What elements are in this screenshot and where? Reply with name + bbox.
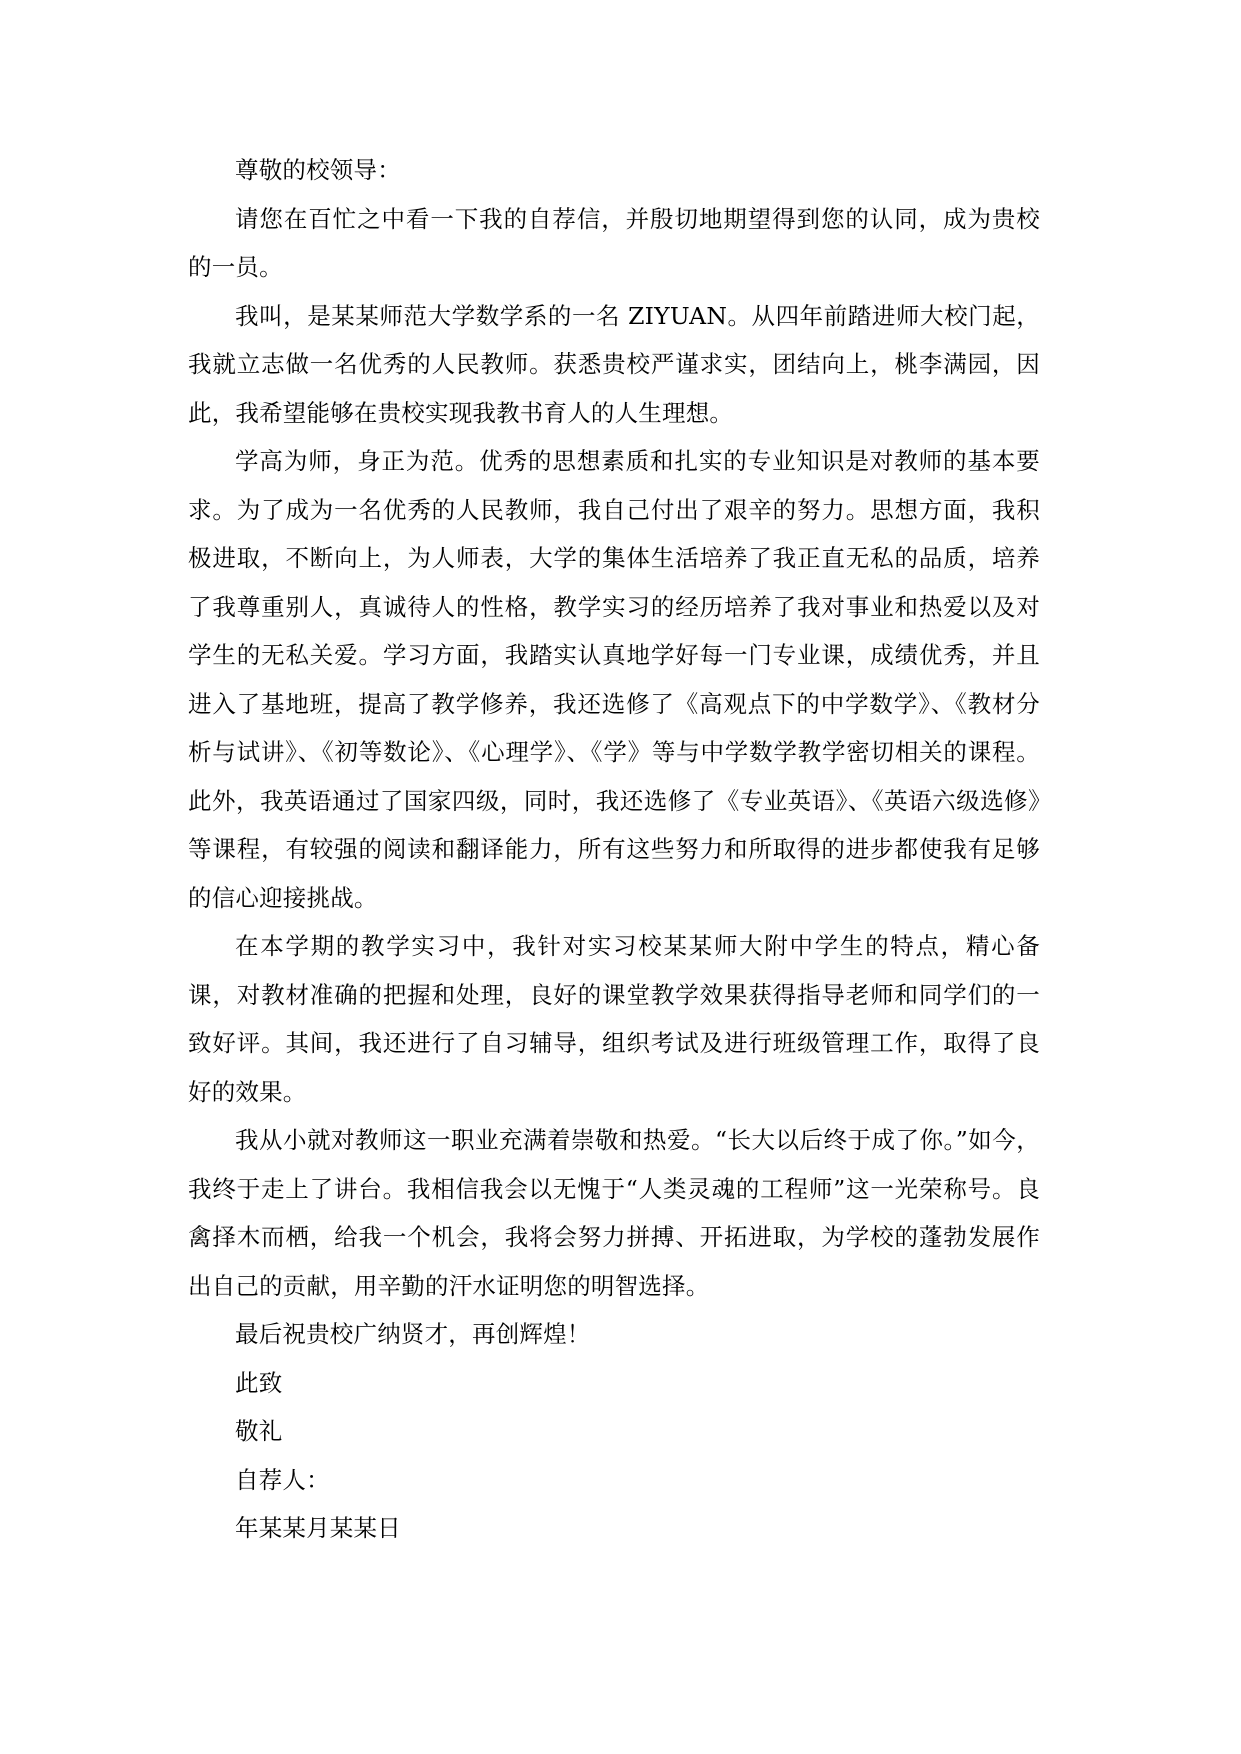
- paragraph-request: 请您在百忙之中看一下我的自荐信，并殷切地期望得到您的认同，成为贵校的一员。: [188, 204, 1040, 281]
- paragraph-aspiration: 我从小就对教师这一职业充满着崇敬和热爱。“长大以后终于成了你。”如今，我终于走上了讲台。我相信我会以无愧于“人类灵魂的工程师”这一光荣称号。良禽择木而栖，给我一个机会，我将会努力拼搏、开拓进取，为学校的蓬勃发展作出自己的贡献，用辛勤的汗水证明您的明智选择。: [188, 1126, 1040, 1300]
- closing-line-1: 此致: [235, 1368, 283, 1397]
- date-line: 年某某月某某日: [235, 1514, 401, 1542]
- salutation: 尊敬的校领导：: [235, 156, 401, 184]
- paragraph-qualifications: 学高为师，身正为范。优秀的思想素质和扎实的专业知识是对教师的基本要求。为了成为一名优秀的人民教师，我自己付出了艰辛的努力。思想方面，我积极进取，不断向上，为人师表，大学的集体生活培养了我正直无私的品质，培养了我尊重别人，真诚待人的性格，教学实习的经历培养了我对事业和热爱以及对学生的无私关爱。学习方面，我踏实认真地学好每一门专业课，成绩优秀，并且进入了基地班，提高了教学修养，我还选修了《高观点下的中学数学》、《教材分析与试讲》、《初等数论》、《心理学》、《学》等与中学数学教学密切相关的课程。此外，我英语通过了国家四级，同时，我还选修了《专业英语》、《英语六级选修》等课程，有较强的阅读和翻译能力，所有这些努力和所取得的进步都使我有足够的信心迎接挑战。: [188, 447, 1040, 912]
- paragraph-introduction: 我叫，是某某师范大学数学系的一名 ZIYUAN。从四年前踏进师大校门起，我就立志做一名优秀的人民教师。获悉贵校严谨求实，团结向上，桃李满园，因此，我希望能够在贵校实现我教书育人的人生理想。: [188, 301, 1040, 427]
- paragraph-internship: 在本学期的教学实习中，我针对实习校某某师大附中学生的特点，精心备课，对教材准确的把握和处理，良好的课堂教学效果获得指导老师和同学们的一致好评。其间，我还进行了自习辅导，组织考试及进行班级管理工作，取得了良好的效果。: [188, 932, 1040, 1106]
- closing-line-2: 敬礼: [235, 1417, 283, 1445]
- letter-body: [188, 146, 1040, 1553]
- paragraph-wishes: 最后祝贵校广纳贤才，再创辉煌！: [235, 1320, 591, 1348]
- signature-line: 自荐人：: [235, 1465, 330, 1494]
